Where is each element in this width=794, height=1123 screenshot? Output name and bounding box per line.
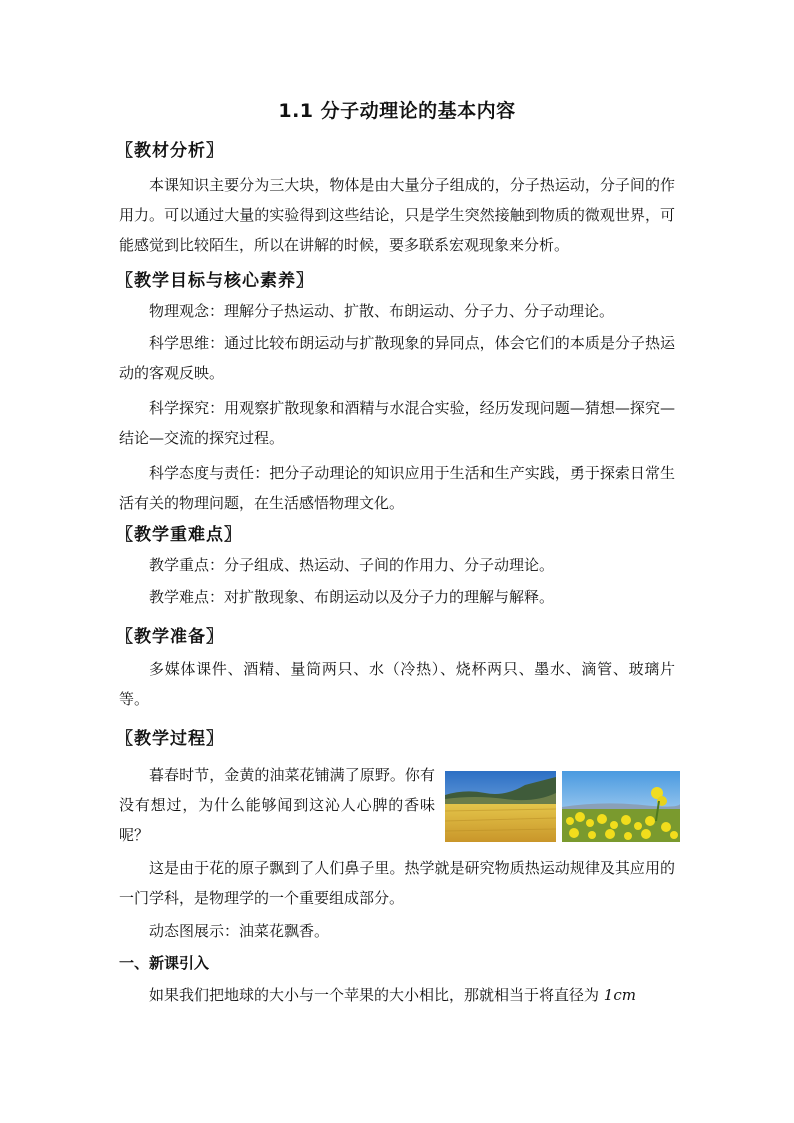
heading-keypoints: 〖教学重难点〗 [116,525,242,545]
prep-paragraph: 多媒体课件、酒精、量筒两只、水（冷热）、烧杯两只、墨水、滴管、玻璃片等。 [119,660,675,708]
keypoint-item: 教学重点：分子组成、热运动、子间的作用力、分子动理论。 [149,556,555,574]
process-paragraph-4-text: 如果我们把地球的大小与一个苹果的大小相比，那就相当于将直径为 [149,986,600,1004]
heading-process: 〖教学过程〗 [116,729,224,749]
heading-prep: 〖教学准备〗 [116,627,224,647]
rapeseed-field-photo [445,771,556,842]
subheading-new-lesson: 一、新课引入 [119,954,210,972]
process-paragraph-3: 动态图展示：油菜花飘香。 [149,922,330,940]
goal-item: 科学态度与责任：把分子动理论的知识应用于生活和生产实践，勇于探索日常生活有关的物理问题，在生活感悟物理文化。 [119,464,675,512]
goal-item: 科学探究：用观察扩散现象和酒精与水混合实验，经历发现问题—猜想—探究—结论—交流的探究过程。 [119,399,675,447]
process-paragraph-4 [119,980,675,1010]
heading-analysis: 〖教材分析〗 [116,141,224,161]
heading-goals: 〖教学目标与核心素养〗 [116,271,314,291]
keypoint-item: 教学难点：对扩散现象、布朗运动以及分子力的理解与解释。 [149,588,555,606]
goal-item: 科学思维：通过比较布朗运动与扩散现象的异同点，体会它们的本质是分子热运动的客观反映。 [119,334,675,382]
diameter-unit: 1cm [603,986,636,1004]
page-title: 1.1 分子动理论的基本内容 [278,100,516,122]
process-paragraph-2: 这是由于花的原子飘到了人们鼻子里。热学就是研究物质热运动规律及其应用的一门学科，是物理学的一个重要组成部分。 [119,859,675,907]
analysis-paragraph: 本课知识主要分为三大块，物体是由大量分子组成的，分子热运动，分子间的作用力。可以通过大量的实验得到这些结论，只是学生突然接触到物质的微观世界，可能感觉到比较陌生，所以在讲解的时候，要多联系宏观现象来分析。 [119,176,675,254]
goal-item: 物理观念：理解分子热运动、扩散、布朗运动、分子力、分子动理论。 [149,302,615,320]
rapeseed-flowers-photo [562,771,680,842]
process-intro-paragraph: 暮春时节，金黄的油菜花铺满了原野。你有没有想过，为什么能够闻到这沁人心脾的香味呢？ [119,766,435,844]
